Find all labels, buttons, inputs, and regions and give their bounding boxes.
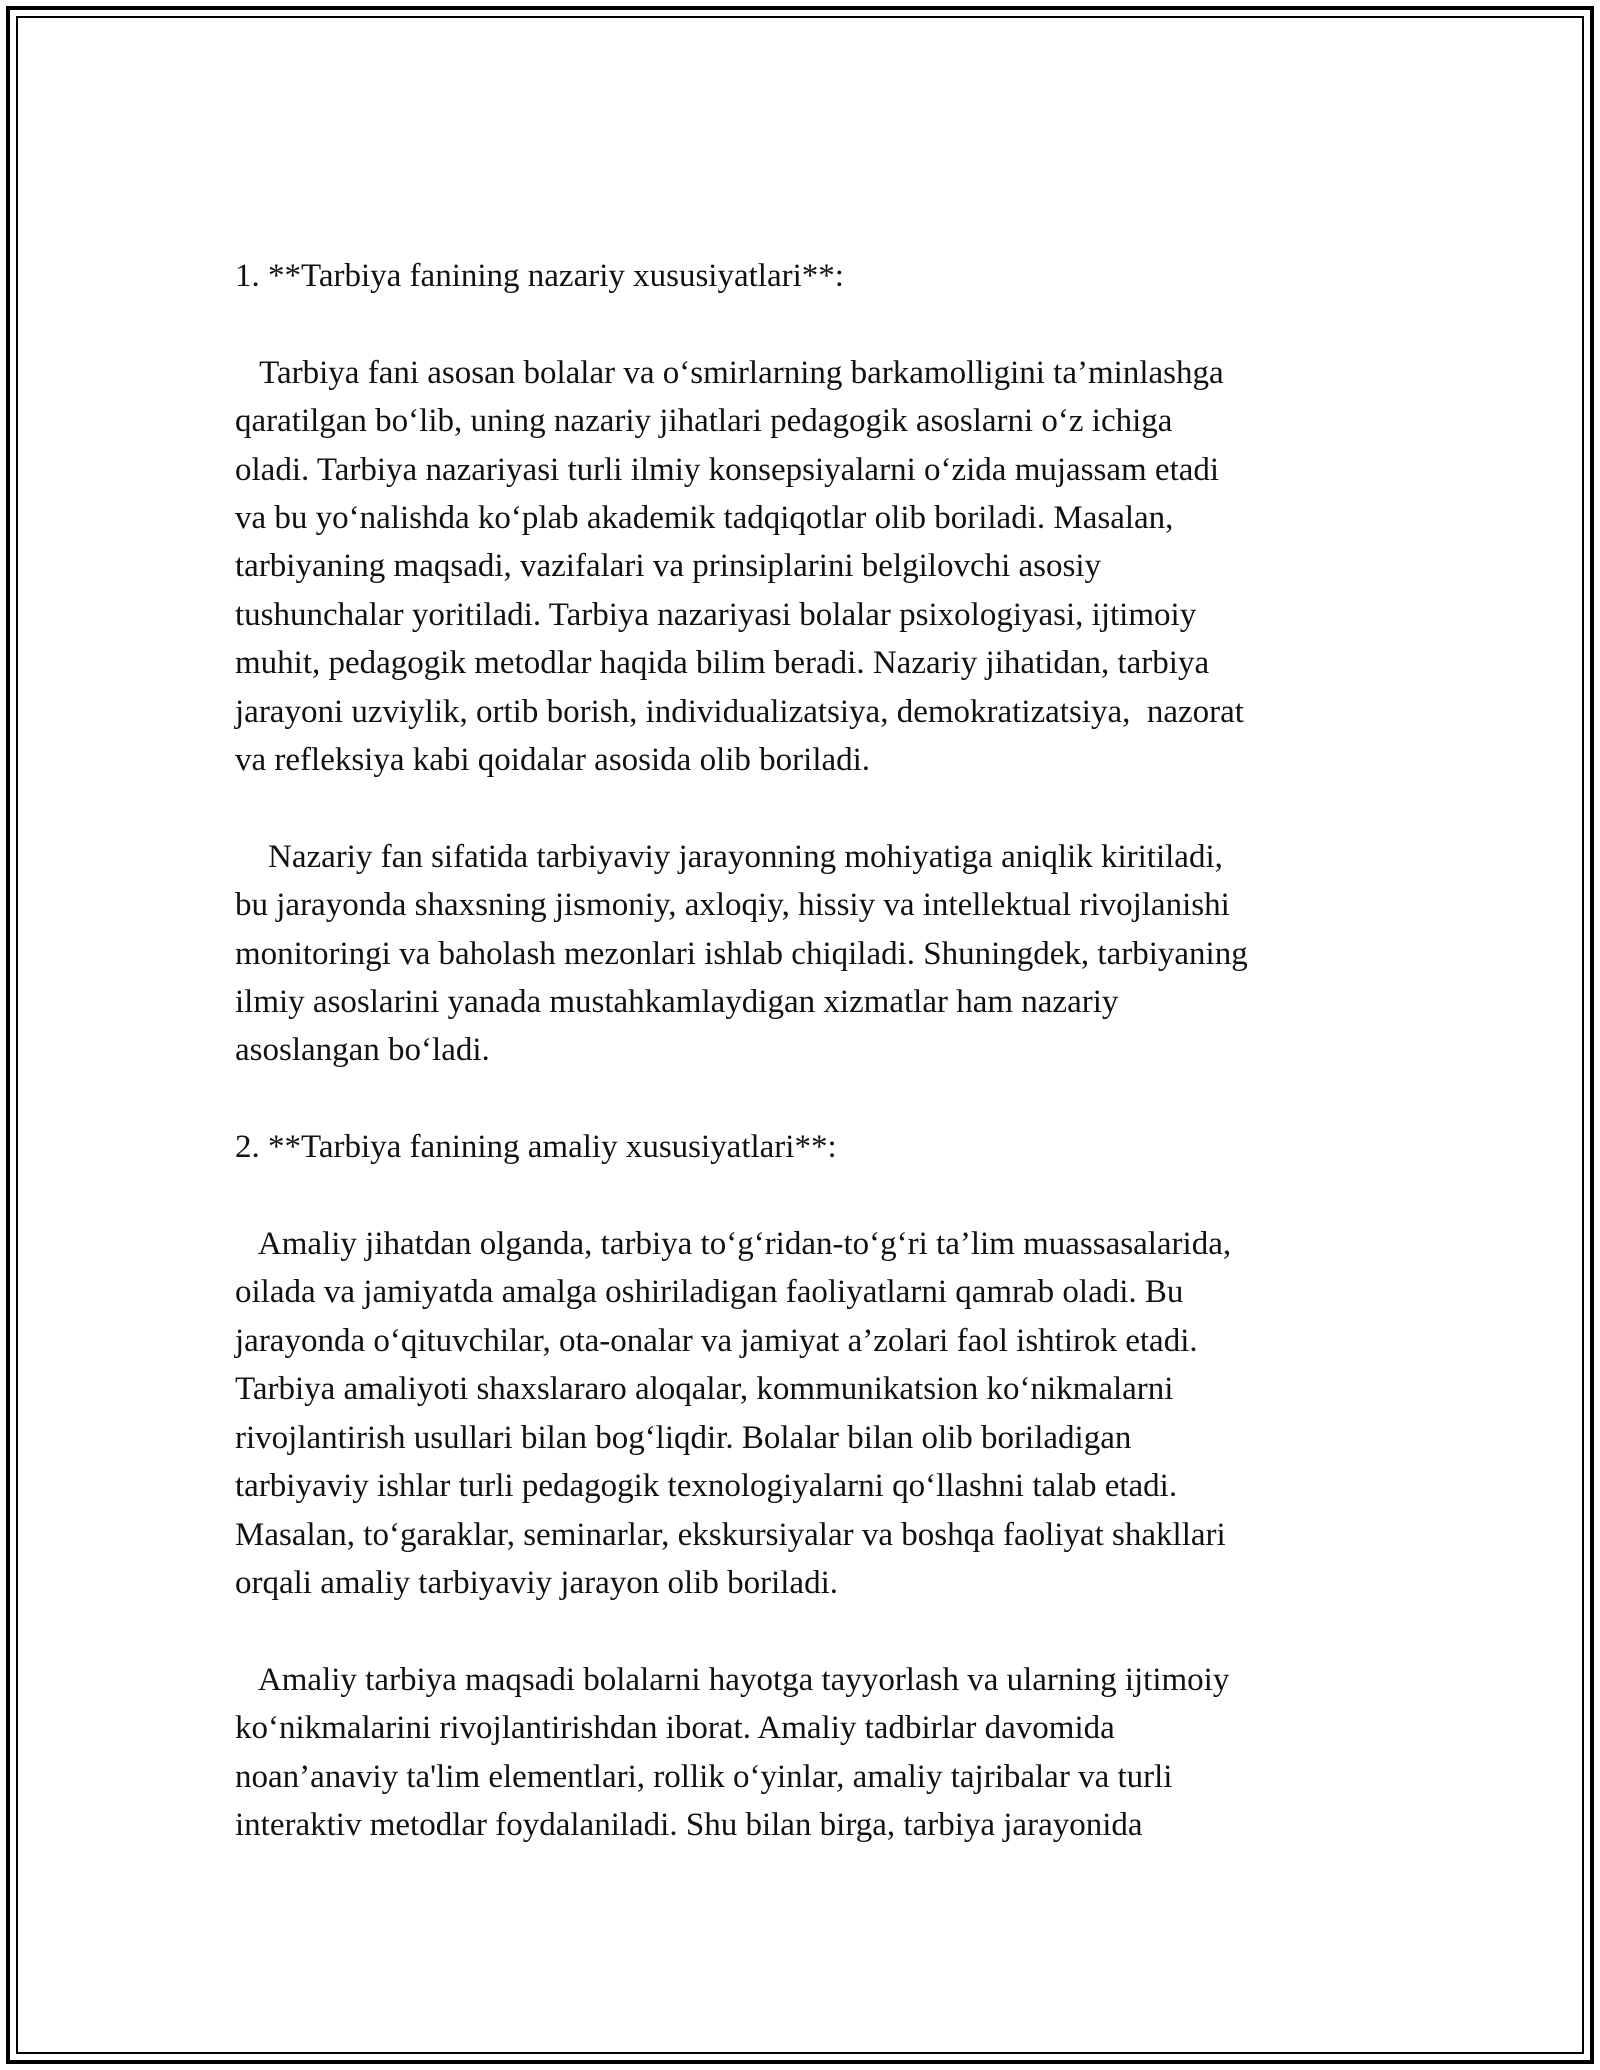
spacer (235, 1075, 1375, 1123)
section-1-paragraph-2 (235, 833, 1375, 1075)
text-line: tushunchalar yoritiladi. Tarbiya nazariyasi bolalar psixologiyasi, ijtimoiy (235, 596, 1197, 633)
text-line: va bu yo‘nalishda ko‘plab akademik tadqiqotlar olib boriladi. Masalan, (235, 500, 1174, 537)
section-1-paragraph-1 (235, 349, 1375, 785)
text-line: oilada va jamiyatda amalga oshiriladigan faoliyatlarni qamrab oladi. Bu (235, 1274, 1184, 1311)
text-line: oladi. Tarbiya nazariyasi turli ilmiy konsepsiyalarni o‘zida mujassam etadi (235, 451, 1220, 488)
text-line: Tarbiya amaliyoti shaxslararo aloqalar, kommunikatsion ko‘nikmalarni (235, 1371, 1174, 1408)
text-line: orqali amaliy tarbiyaviy jarayon olib boriladi. (235, 1564, 838, 1601)
text-line: ko‘nikmalarini rivojlantirishdan iborat. Amaliy tadbirlar davomida (235, 1710, 1115, 1747)
section-2-paragraph-2 (235, 1656, 1375, 1850)
text-line: ilmiy asoslarini yanada mustahkamlaydigan xizmatlar ham nazariy (235, 984, 1119, 1021)
text-line: muhit, pedagogik metodlar haqida bilim beradi. Nazariy jihatidan, tarbiya (235, 645, 1210, 682)
section-1-heading: 1. **Tarbiya fanining nazariy xususiyatlari**: (235, 258, 844, 294)
text-line: tarbiyaning maqsadi, vazifalari va prinsiplarini belgilovchi asosiy (235, 548, 1102, 585)
text-line: rivojlantirish usullari bilan bog‘liqdir. Bolalar bilan olib boriladigan (235, 1419, 1132, 1456)
text-line: Amaliy jihatdan olganda, tarbiya to‘g‘ridan-to‘g‘ri ta’lim muassasalarida, (235, 1226, 1232, 1263)
text-line: monitoringi va baholash mezonlari ishlab chiqiladi. Shuningdek, tarbiyaning (235, 935, 1248, 972)
text-line: Amaliy tarbiya maqsadi bolalarni hayotga tayyorlash va ularning ijtimoiy (235, 1661, 1230, 1698)
spacer (235, 1607, 1375, 1655)
text-line: va refleksiya kabi qoidalar asosida olib boriladi. (235, 742, 871, 779)
text-line: Tarbiya fani asosan bolalar va o‘smirlarning barkamolligini ta’minlashga (235, 354, 1224, 391)
text-line: noan’anaviy ta'lim elementlari, rollik o‘yinlar, amaliy tajribalar va turli (235, 1758, 1173, 1795)
section-2-paragraph-1 (235, 1220, 1375, 1607)
text-line: interaktiv metodlar foydalaniladi. Shu bilan birga, tarbiya jarayonida (235, 1806, 1143, 1843)
text-line: Nazariy fan sifatida tarbiyaviy jarayonning mohiyatiga aniqlik kiritiladi, (235, 838, 1223, 875)
spacer (235, 784, 1375, 832)
text-line: bu jarayonda shaxsning jismoniy, axloqiy, hissiy va intellektual rivojlanishi (235, 887, 1230, 924)
text-line: Masalan, to‘garaklar, seminarlar, ekskursiyalar va boshqa faoliyat shakllari (235, 1516, 1226, 1553)
spacer (235, 300, 1375, 348)
text-line: jarayonda o‘qituvchilar, ota-onalar va jamiyat a’zolari faol ishtirok etadi. (235, 1322, 1198, 1359)
spacer (235, 1172, 1375, 1220)
text-line: qaratilgan bo‘lib, uning nazariy jihatlari pedagogik asoslarni o‘z ichiga (235, 403, 1173, 440)
text-line: tarbiyaviy ishlar turli pedagogik texnologiyalarni qo‘llashni talab etadi. (235, 1468, 1178, 1505)
text-line: jarayoni uzviylik, ortib borish, individualizatsiya, demokratizatsiya, nazorat (235, 693, 1244, 730)
text-line: asoslangan bo‘ladi. (235, 1032, 490, 1069)
section-2-heading: 2. **Tarbiya fanining amaliy xususiyatlari**: (235, 1129, 837, 1166)
document-page (235, 252, 1375, 1849)
